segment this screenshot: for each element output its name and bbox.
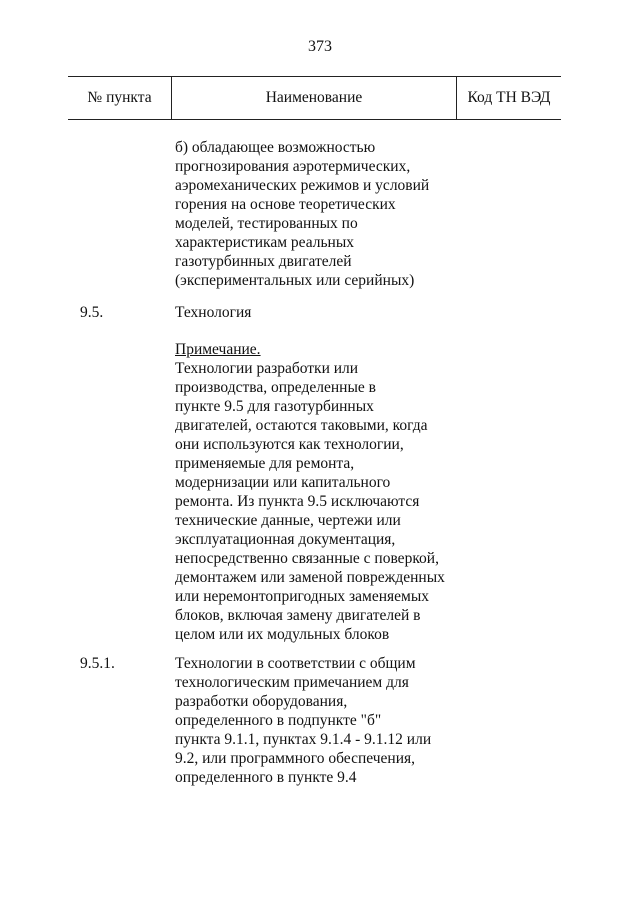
text-line: целом или их модульных блоков xyxy=(175,626,390,643)
text-line: модернизации или капитального xyxy=(175,474,391,491)
item-b-text xyxy=(175,138,475,290)
text-line: они используются как технологии, xyxy=(175,436,404,453)
text-line: газотурбинных двигателей xyxy=(175,253,352,270)
text-line: Технологии разработки или xyxy=(175,360,359,377)
text-line: горения на основе теоретических xyxy=(175,196,396,213)
text-line: двигателей, остаются таковыми, когда xyxy=(175,417,428,434)
text-line: блоков, включая замену двигателей в xyxy=(175,607,421,624)
text-line: технологическим примечанием для xyxy=(175,674,409,691)
item-9-5-title: Технология xyxy=(175,304,252,321)
page-number: 373 xyxy=(308,38,332,55)
item-9-5-note xyxy=(175,340,475,644)
text-line: Технологии в соответствии с общим xyxy=(175,655,416,672)
text-line: или неремонтопригодных заменяемых xyxy=(175,588,429,605)
text-line: ремонта. Из пункта 9.5 исключаются xyxy=(175,493,420,510)
text-line: производства, определенные в xyxy=(175,379,376,396)
text-line: эксплуатационная документация, xyxy=(175,531,396,548)
text-line: (экспериментальных или серийных) xyxy=(175,272,415,289)
table-header xyxy=(68,76,561,120)
column-header-name: Наименование xyxy=(172,77,457,119)
text-line: характеристикам реальных xyxy=(175,234,354,251)
item-9-5-1-text xyxy=(175,654,475,787)
text-line: пункте 9.5 для газотурбинных xyxy=(175,398,374,415)
note-title: Примечание. xyxy=(175,341,261,358)
text-line: 9.2, или программного обеспечения, xyxy=(175,750,416,767)
text-line: моделей, тестированных по xyxy=(175,215,358,232)
text-line: пункта 9.1.1, пунктах 9.1.4 - 9.1.12 или xyxy=(175,731,432,748)
text-line: б) обладающее возможностью xyxy=(175,139,376,156)
item-9-5-number: 9.5. xyxy=(80,304,104,321)
text-line: непосредственно связанные с поверкой, xyxy=(175,550,439,567)
item-9-5-1-number: 9.5.1. xyxy=(80,655,115,672)
text-line: определенного в пункте 9.4 xyxy=(175,769,357,786)
text-line: технические данные, чертежи или xyxy=(175,512,401,529)
column-header-number: № пункта xyxy=(68,77,172,119)
text-line: аэромеханических режимов и условий xyxy=(175,177,430,194)
text-line: демонтажем или заменой поврежденных xyxy=(175,569,445,586)
text-line: прогнозирования аэротермических, xyxy=(175,158,411,175)
text-line: применяемые для ремонта, xyxy=(175,455,355,472)
text-line: определенного в подпункте "б" xyxy=(175,712,382,729)
column-header-code: Код ТН ВЭД xyxy=(467,89,551,106)
text-line: разработки оборудования, xyxy=(175,693,348,710)
